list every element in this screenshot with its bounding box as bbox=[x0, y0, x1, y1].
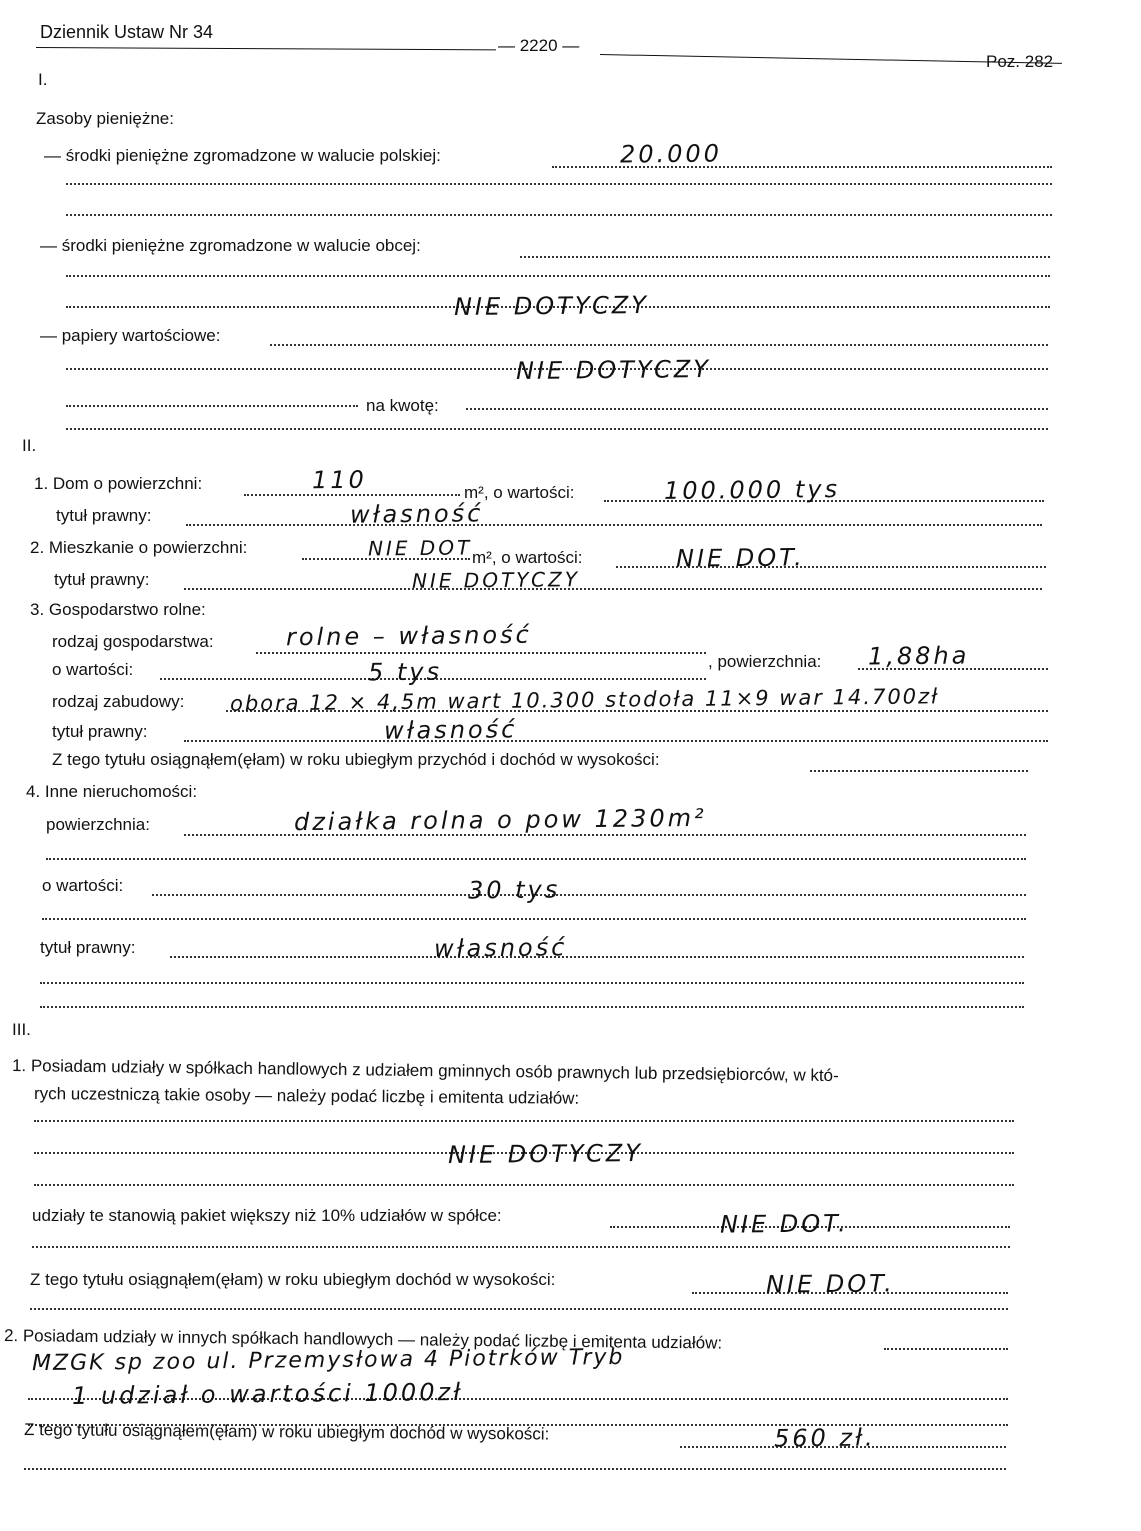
other-area-value: działka rolna o pow 1230m² bbox=[293, 803, 707, 837]
flat-area-value: NIE DOT bbox=[367, 535, 473, 561]
farm-build-label: rodzaj zabudowy: bbox=[52, 692, 185, 711]
flat-unit-label: m², o wartości: bbox=[472, 548, 583, 567]
farm-type-label: rodzaj gospodarstwa: bbox=[52, 632, 214, 651]
house-label: 1. Dom o powierzchni: bbox=[34, 474, 203, 493]
house-unit-label: m², o wartości: bbox=[464, 483, 575, 502]
other-area-label: powierzchnia: bbox=[46, 815, 150, 834]
house-title-value: własność bbox=[349, 499, 484, 529]
farm-build-value: obora 12 × 4,5m wart 10.300 stodoła 11×9 war 14.700zł bbox=[229, 684, 940, 716]
section-i-heading: I. bbox=[38, 70, 48, 89]
house-value: 100.000 tys bbox=[663, 475, 841, 505]
farm-value-label: o wartości: bbox=[52, 660, 134, 679]
section-ii-heading: II. bbox=[22, 436, 37, 455]
shares-income-label: Z tego tytułu osiągnąłem(ęłam) w roku ubiegłym dochód w wysokości: bbox=[30, 1270, 556, 1289]
dotted-line bbox=[66, 428, 1048, 430]
amount-dotted-line bbox=[466, 408, 1048, 410]
dotted-line bbox=[32, 1246, 1010, 1248]
shares-answer: NIE DOTYCZY bbox=[447, 1138, 644, 1170]
dotted-line bbox=[40, 1006, 1024, 1008]
flat-value: NIE DOT. bbox=[675, 543, 805, 573]
journal-title: Dziennik Ustaw Nr 34 bbox=[40, 22, 214, 42]
dotted-line bbox=[66, 183, 1052, 185]
other-value-label: o wartości: bbox=[42, 876, 124, 895]
fx-value: NIE DOTYCZY bbox=[453, 290, 650, 322]
flat-title-value: NIE DOTYCZY bbox=[411, 567, 581, 593]
pln-value: 20.000 bbox=[619, 139, 723, 169]
dotted-line bbox=[34, 1120, 1014, 1122]
other-shares-dotted-line bbox=[884, 1348, 1008, 1350]
dotted-line bbox=[40, 982, 1024, 984]
section-iii-heading: III. bbox=[12, 1020, 31, 1039]
dotted-line bbox=[24, 1468, 1006, 1470]
house-title-label: tytuł prawny: bbox=[56, 506, 152, 525]
flat-title-label: tytuł prawny: bbox=[54, 570, 150, 589]
header-rule-left bbox=[36, 47, 496, 50]
farm-title-value: własność bbox=[383, 715, 518, 745]
farm-type-value: rolne – własność bbox=[285, 620, 532, 652]
page-number: — 2220 — bbox=[498, 36, 580, 55]
house-title-dotted-line bbox=[186, 524, 1042, 526]
securities-dotted-line bbox=[270, 344, 1048, 346]
farm-title-dotted-line bbox=[184, 740, 1048, 742]
other-value: 30 tys bbox=[467, 875, 561, 905]
other-shares-answer-line1: MZGK sp zoo ul. Przemysłowa 4 Piotrków Tryb bbox=[31, 1344, 625, 1377]
house-area-dotted-line bbox=[244, 494, 460, 496]
other-shares-label: 2. Posiadam udziały w innych spółkach handlowych — należy podać liczbę i emitenta udziałów: bbox=[3, 1326, 723, 1353]
securities-label: — papiery wartościowe: bbox=[40, 326, 221, 345]
farm-label: 3. Gospodarstwo rolne: bbox=[30, 600, 206, 619]
other-title-dotted-line bbox=[170, 956, 1024, 958]
other-shares-income-value: 560 zł. bbox=[773, 1423, 876, 1453]
farm-area-label: , powierzchnia: bbox=[708, 652, 822, 671]
dotted-line bbox=[30, 1308, 1008, 1310]
other-title-label: tytuł prawny: bbox=[40, 938, 136, 957]
shares-question-line2: rych uczestniczą takie osoby — należy podać liczbę i emitenta udziałów: bbox=[33, 1084, 580, 1108]
flat-label: 2. Mieszkanie o powierzchni: bbox=[30, 538, 248, 557]
other-shares-income-label: Z tego tytułu osiągnąłem(ęłam) w roku ubiegłym dochód w wysokości: bbox=[23, 1420, 550, 1444]
other-title-value: własność bbox=[433, 933, 568, 963]
dotted-line bbox=[34, 1184, 1014, 1186]
farm-income-label: Z tego tytułu osiągnąłem(ęłam) w roku ubiegłym przychód i dochód w wysokości: bbox=[52, 750, 660, 769]
other-value-dotted-line bbox=[152, 894, 1026, 896]
farm-title-label: tytuł prawny: bbox=[52, 722, 148, 741]
pln-label: — środki pieniężne zgromadzone w walucie polskiej: bbox=[44, 146, 441, 165]
shares-package-value: NIE DOT. bbox=[719, 1209, 849, 1239]
securities-value: NIE DOTYCZY bbox=[515, 354, 712, 386]
dotted-line bbox=[42, 918, 1026, 920]
fx-dotted-line bbox=[520, 256, 1050, 258]
farm-type-dotted-line bbox=[256, 652, 706, 654]
dotted-line bbox=[66, 405, 358, 407]
position-number: Poz. 282 bbox=[986, 52, 1054, 71]
dotted-line bbox=[66, 214, 1052, 216]
dotted-line bbox=[46, 858, 1026, 860]
shares-package-label: udziały te stanowią pakiet większy niż 10% udziałów w spółce: bbox=[32, 1206, 502, 1225]
amount-label: na kwotę: bbox=[366, 396, 439, 415]
shares-income-value: NIE DOT. bbox=[765, 1269, 895, 1299]
dotted-line bbox=[66, 275, 1050, 277]
farm-income-dotted-line bbox=[810, 770, 1028, 772]
house-area-value: 110 bbox=[311, 465, 367, 495]
farm-area-value: 1,88ha bbox=[867, 641, 970, 671]
other-property-label: 4. Inne nieruchomości: bbox=[26, 782, 198, 801]
flat-title-dotted-line bbox=[184, 588, 1042, 590]
shares-question-line1: 1. Posiadam udziały w spółkach handlowych z udziałem gminnych osób prawnych lub przedsiębiorców, w któ- bbox=[11, 1056, 839, 1086]
farm-value: 5 tys bbox=[367, 657, 443, 687]
other-shares-answer-line2: 1 udział o wartości 1000zł bbox=[71, 1377, 464, 1411]
cash-title: Zasoby pieniężne: bbox=[36, 109, 174, 128]
fx-label: — środki pieniężne zgromadzone w walucie obcej: bbox=[40, 236, 421, 255]
